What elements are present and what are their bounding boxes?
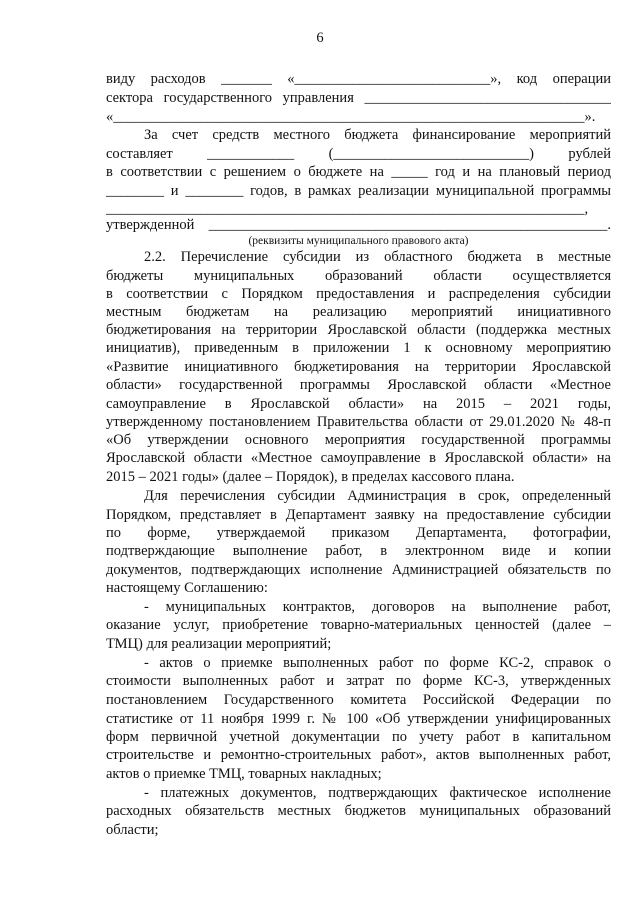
- text-line: - муниципальных контрактов, договоров на выполнение работ,: [144, 599, 611, 615]
- text-line: в соответствии с Порядком предоставления и распределения субсидии: [106, 286, 611, 302]
- text-line: бюджеты муниципальных образований области осуществляется: [106, 268, 611, 284]
- text-line: ТМЦ) для реализации мероприятий;: [106, 636, 332, 652]
- text-line: утвержденной _______________________________________________________.: [106, 217, 611, 233]
- text-line: утвержденному постановлением Правительства области от 29.01.2020 № 48-п: [106, 414, 611, 430]
- text-line: бюджетирования на территории Ярославской области (поддержка местных: [106, 322, 611, 338]
- text-line: «_________________________________________________________________».: [106, 109, 596, 125]
- text-line: настоящему Соглашению:: [106, 580, 268, 596]
- page-number: 6: [316, 30, 324, 46]
- text-line: оказание услуг, приобретение товарно-материальных ценностей (далее –: [106, 617, 611, 633]
- text-line: «Развитие инициативного бюджетирования на территории Ярославской: [106, 359, 611, 375]
- text-line: области» государственной программы Ярославской области «Местное: [106, 377, 611, 393]
- text-line: сектора государственного управления __________________________________: [106, 90, 611, 106]
- text-line: самоуправление в Ярославской области» на 2015 – 2021 годы,: [106, 396, 611, 412]
- text-line: в соответствии с решением о бюджете на _____ год и на плановый период: [106, 164, 611, 180]
- text-line: документов, подтверждающих исполнение Администрацией обязательств по: [106, 562, 611, 578]
- text-line: 2015 – 2021 годы» (далее – Порядок), в пределах кассового плана.: [106, 469, 515, 485]
- text-line: виду расходов _______ «___________________________», код операции: [106, 71, 611, 87]
- text-line: строительстве и ремонтно-строительных работ», актов выполненных работ,: [106, 747, 611, 763]
- text-line: Для перечисления субсидии Администрация в срок, определенный: [144, 488, 611, 504]
- text-line: 2.2. Перечисление субсидии из областного бюджета в местные: [144, 249, 611, 265]
- text-line: актов о приемке ТМЦ, товарных накладных;: [106, 766, 382, 782]
- text-line: подтверждающие выполнение работ, в электронном виде и копии: [106, 543, 611, 559]
- text-line: За счет средств местного бюджета финансирование мероприятий: [144, 127, 611, 143]
- text-line: Порядком, представляет в Департамент заявку на предоставление субсидии: [106, 507, 611, 523]
- text-line: - платежных документов, подтверждающих фактическое исполнение: [144, 785, 611, 801]
- text-line: составляет ____________ (___________________________) рублей: [106, 146, 611, 162]
- text-line: местным бюджетам на реализацию мероприятий инициативного: [106, 304, 611, 320]
- text-line: __________________________________________________________________,: [106, 201, 589, 217]
- text-line: ________ и ________ годов, в рамках реализации муниципальной программы: [106, 183, 611, 199]
- text-line: области;: [106, 822, 159, 838]
- text-line: расходных обязательств местных бюджетов муниципальных образований: [106, 803, 611, 819]
- text-line: постановлением Государственного комитета Российской Федерации по: [106, 692, 611, 708]
- text-line: - актов о приемке выполненных работ по форме КС-2, справок о: [144, 655, 611, 671]
- text-line: форм первичной учетной документации по учету работ в капитальном: [106, 729, 611, 745]
- caption-line: (реквизиты муниципального правового акта): [248, 235, 469, 247]
- text-line: по форме, утверждаемой приказом Департамента, фотографии,: [106, 525, 611, 541]
- text-line: статистике от 11 ноября 1999 г. № 100 «Об утверждении унифицированных: [106, 711, 611, 727]
- text-line: инициатив), приведенным в приложении 1 к основному мероприятию: [106, 340, 611, 356]
- text-line: стоимости выполненных работ и затрат по форме КС-3, утвержденных: [106, 673, 611, 689]
- text-line: Ярославской области «Местное самоуправление в Ярославской области» на: [106, 450, 611, 466]
- text-line: «Об утверждении основного мероприятия государственной программы: [106, 432, 611, 448]
